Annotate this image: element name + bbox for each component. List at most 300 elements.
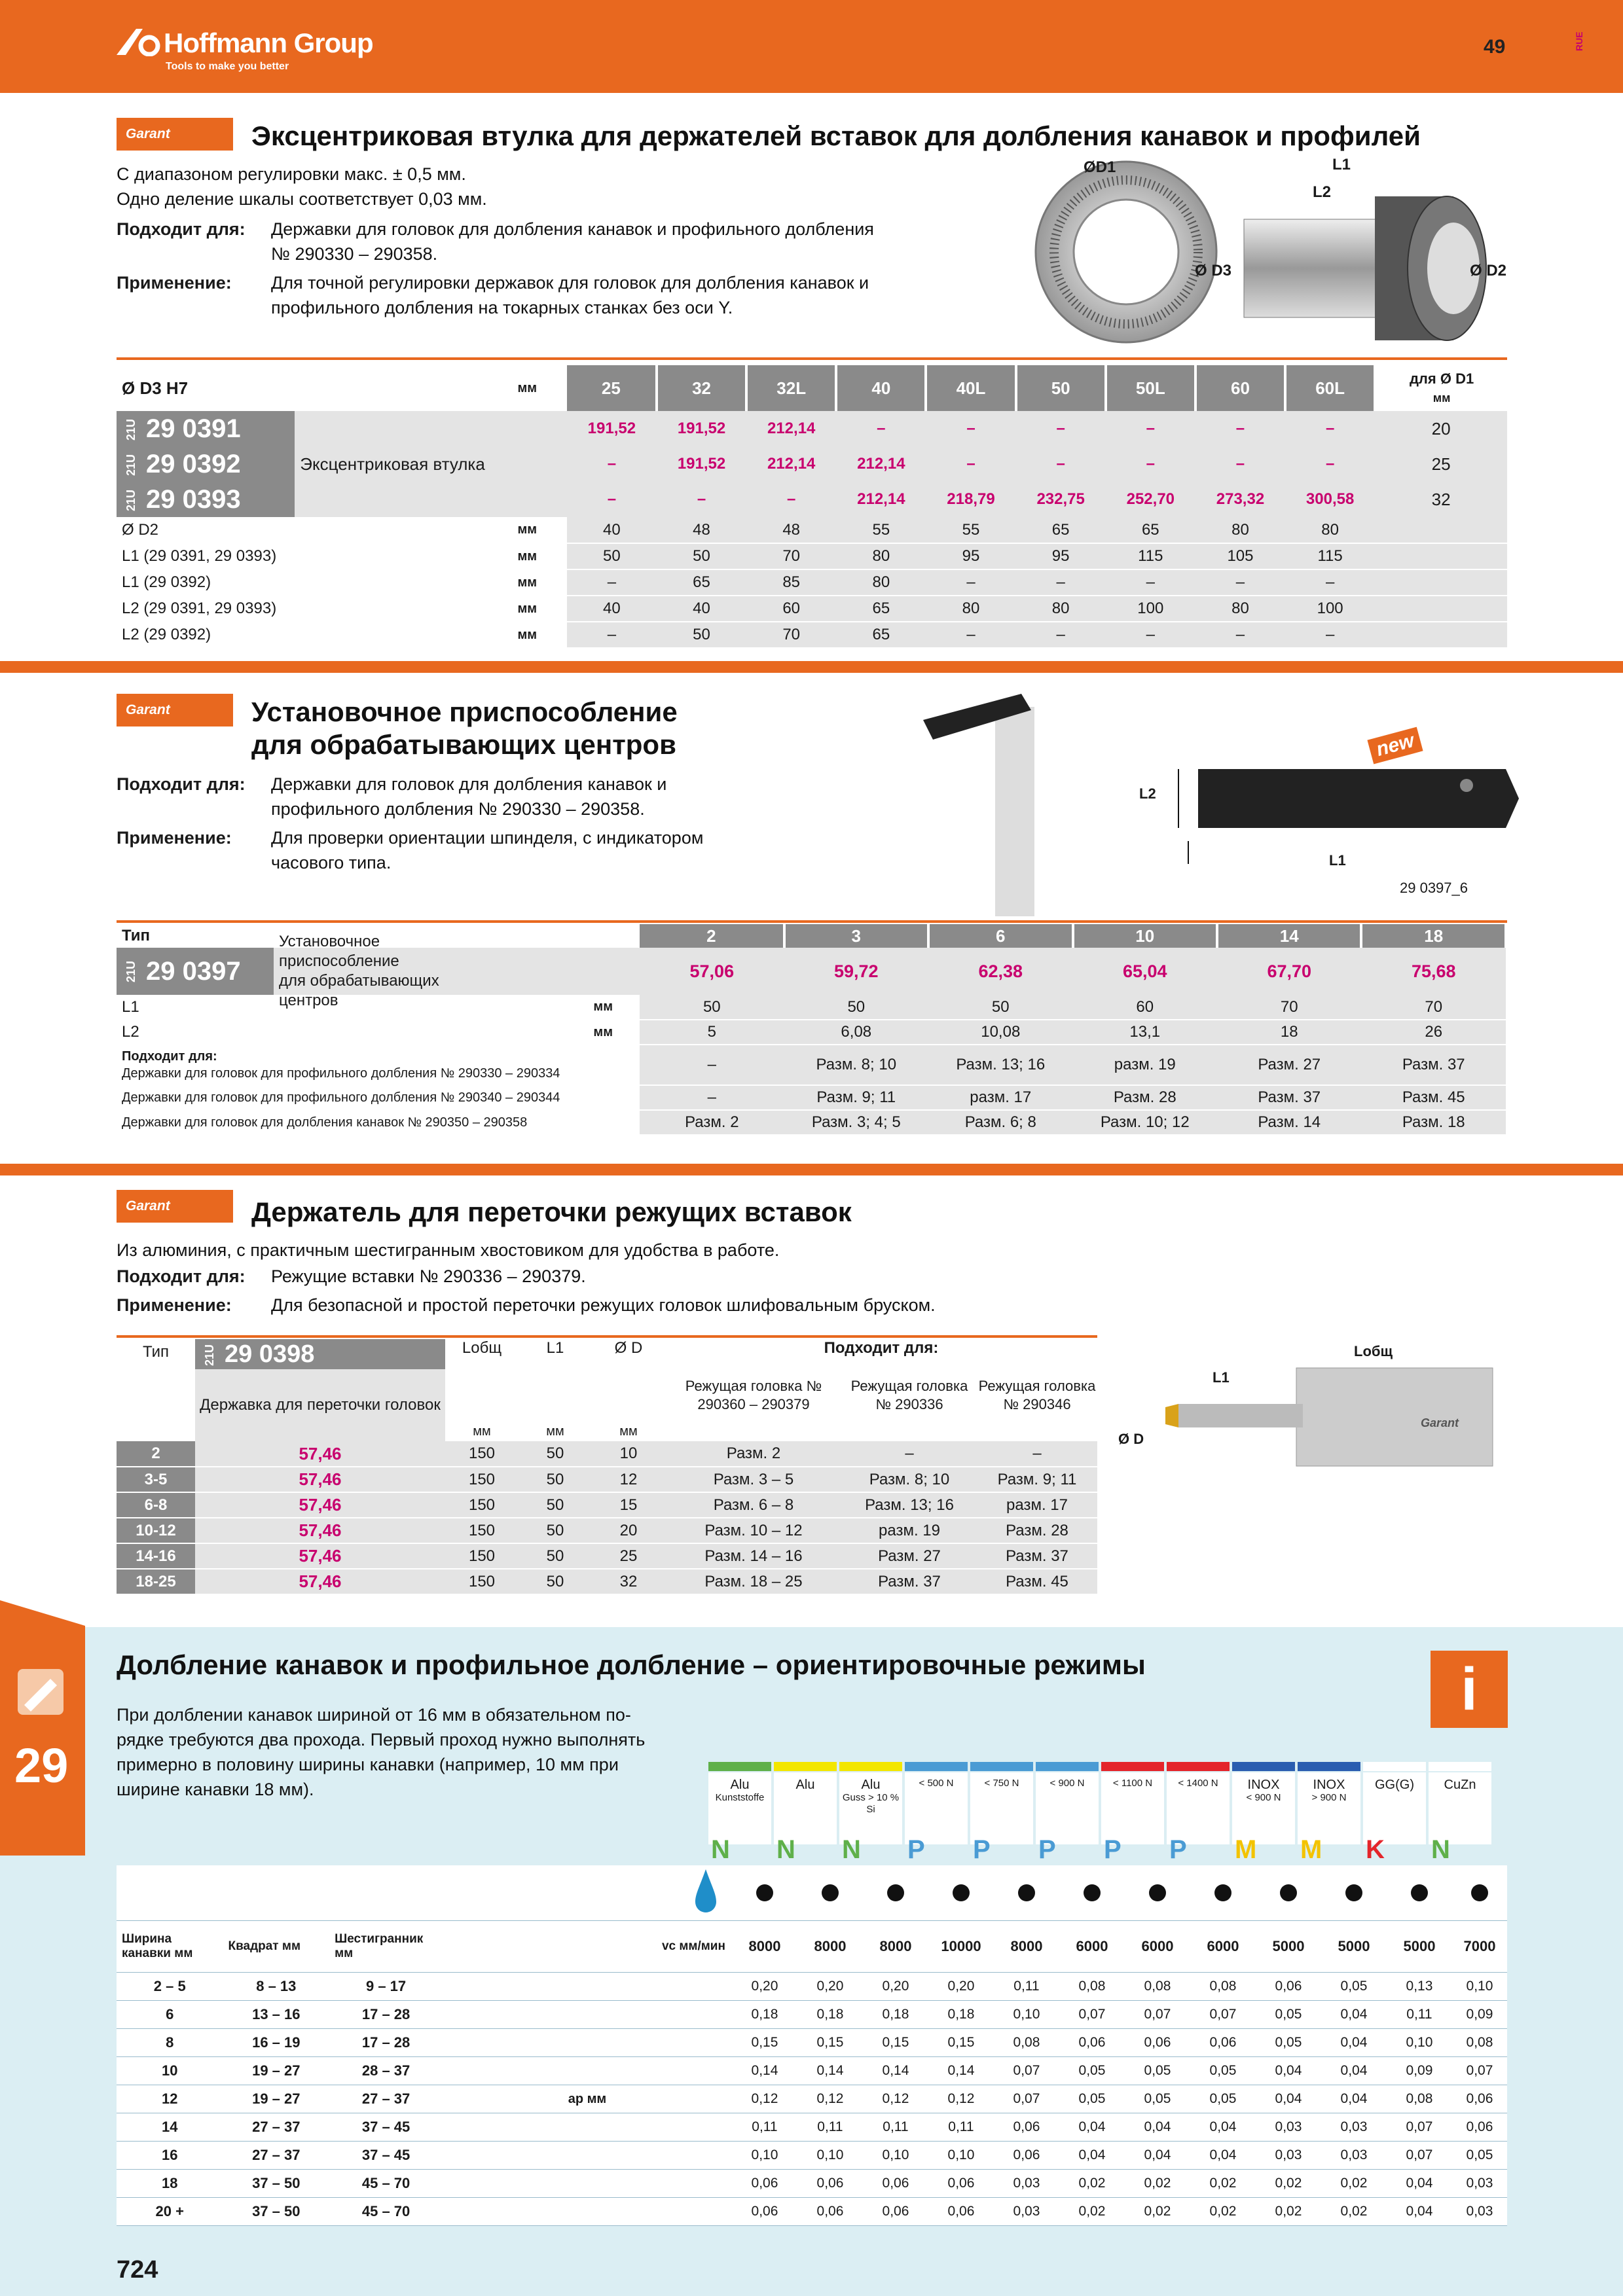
material-box	[1167, 1772, 1230, 1844]
dim-l2-label: L2	[1139, 785, 1156, 802]
price: –	[1195, 411, 1285, 446]
dim-label: Ø D2	[117, 517, 488, 543]
cell-d: 15	[592, 1492, 665, 1518]
cell-hx: 9 – 17	[329, 1973, 443, 2001]
dim-value: 80	[1285, 517, 1375, 543]
price: –	[746, 482, 836, 517]
vc-value: 10000	[941, 1938, 981, 1954]
material-sublabel: Guss > 10 % Si	[842, 1792, 900, 1815]
unit: мм	[488, 543, 567, 569]
brand-name: Hoffmann Group	[164, 27, 373, 58]
s2-product-name: Установочное приспособление для обрабатывающих центров	[274, 948, 441, 995]
vc-value: 8000	[748, 1938, 781, 1954]
col-c3: Режущая головка № 290346	[978, 1378, 1096, 1412]
cell-ap: 0,05	[1452, 2142, 1507, 2170]
cell-ap: 0,08	[1125, 1973, 1190, 2001]
s3-table	[117, 1339, 1097, 1595]
price: –	[567, 446, 657, 482]
cell-ap: 0,18	[928, 2001, 994, 2029]
dim-value: 80	[836, 543, 926, 569]
cell-lo: 150	[445, 1492, 519, 1518]
cell-ap: 0,03	[1452, 2170, 1507, 2198]
s2-fits: Державки для головок для долбления канавок и	[271, 774, 667, 794]
cell-lo: 150	[445, 1467, 519, 1492]
cell-ap: 0,05	[1190, 2057, 1256, 2085]
material-group-letter: N	[776, 1835, 795, 1864]
row-label: Державки для головок для профильного долбления № 290340 – 290344	[117, 1085, 640, 1110]
dim-value: 65	[836, 622, 926, 648]
cell-ap: 0,03	[1256, 2113, 1321, 2142]
cell-ap: 0,04	[1256, 2057, 1321, 2085]
s1-line2: Одно деление шкалы соответствует 0,03 мм.	[117, 189, 487, 209]
cell-ap: 0,02	[1321, 2170, 1387, 2198]
chapter-number: 29	[14, 1738, 69, 1793]
eccentric-bushing-image	[1231, 183, 1493, 353]
coolant-dot-icon	[1471, 1884, 1488, 1901]
price: –	[1106, 446, 1195, 482]
material-sublabel: < 1100 N	[1112, 1778, 1153, 1789]
resharpen-holder-image	[1113, 1335, 1519, 1492]
section4-title: Долбление канавок и профильное долбление – ориентировочные режимы	[117, 1649, 1146, 1680]
cell-ap: 0,08	[1387, 2085, 1452, 2113]
table-row	[117, 2142, 1507, 2170]
s1-hdr-for-d1: для Ø D1 мм	[1409, 370, 1474, 404]
s1-product-name: Эксцентриковая втулка	[295, 411, 567, 517]
price: 191,52	[657, 411, 746, 446]
cell-ap: 0,03	[1321, 2142, 1387, 2170]
cell-ap: 0,18	[732, 2001, 797, 2029]
material-box	[774, 1772, 837, 1844]
material-group-letter: M	[1235, 1835, 1257, 1864]
dim-value: 65	[1016, 517, 1106, 543]
cell-c3: Разм. 37	[977, 1543, 1097, 1569]
dim-value: –	[1195, 569, 1285, 596]
material-sublabel: < 750 N	[984, 1778, 1019, 1789]
cell: 70	[1361, 995, 1506, 1020]
s2-fits-label: Подходит для:	[117, 774, 246, 794]
price: –	[1285, 411, 1375, 446]
cell: Разм. 45	[1361, 1085, 1506, 1110]
price: 59,72	[784, 948, 928, 995]
cell-ap: 0,05	[1125, 2085, 1190, 2113]
cell-ap: 0,11	[928, 2113, 994, 2142]
info-icon: i	[1431, 1651, 1508, 1728]
cell-ap: 0,04	[1190, 2113, 1256, 2142]
cell-l1: 50	[519, 1569, 592, 1594]
s1-use2: профильного долбления на токарных станках без оси Y.	[271, 298, 733, 317]
coolant-dot-icon	[1214, 1884, 1231, 1901]
col-c1: Режущая головка № 290360 – 290379	[685, 1378, 822, 1412]
s1-use: Для точной регулировки державок для головок для долбления канавок и	[271, 273, 869, 293]
cell-d: 25	[592, 1543, 665, 1569]
dim-label: L2 (29 0392)	[117, 622, 488, 648]
cell: разм. 19	[1073, 1045, 1217, 1085]
cell-price: 57,46	[195, 1467, 445, 1492]
cell-type: 3-5	[117, 1467, 195, 1492]
vc-value: 6000	[1076, 1938, 1108, 1954]
material-group-letter: N	[1431, 1835, 1450, 1864]
dim-value: 40	[567, 517, 657, 543]
cell-hx: 45 – 70	[329, 2170, 443, 2198]
material-sublabel: < 1400 N	[1178, 1778, 1218, 1789]
dim-d2-label: Ø D2	[1470, 262, 1507, 279]
dim-value: –	[1285, 622, 1375, 648]
dim-value: 48	[746, 517, 836, 543]
table-row	[117, 2113, 1507, 2142]
price: –	[836, 411, 926, 446]
col-c2: Режущая головка № 290336	[850, 1378, 968, 1412]
price: 212,14	[836, 446, 926, 482]
cell-ap: 0,06	[928, 2170, 994, 2198]
col: 40L	[926, 365, 1015, 411]
table-row	[117, 1973, 1507, 2001]
cell: 5	[640, 1020, 784, 1045]
article-number: 21U 29 0393	[117, 482, 295, 517]
image-code: 29 0397_6	[1400, 880, 1468, 896]
cell-sq: 27 – 37	[223, 2142, 329, 2170]
footer-page-number: 724	[117, 2256, 158, 2284]
cell-ap: 0,11	[863, 2113, 928, 2142]
table-row	[117, 2001, 1507, 2029]
dim-value: 48	[657, 517, 746, 543]
dim-value: 85	[746, 569, 836, 596]
s4-p2: рядке требуются два прохода. Первый проход нужно выполнять	[117, 1730, 646, 1749]
unit: мм	[566, 995, 640, 1020]
row-label: L2	[117, 1020, 566, 1045]
dim-value: 80	[1016, 596, 1106, 622]
cell-sq: 19 – 27	[223, 2057, 329, 2085]
price: 212,14	[746, 411, 836, 446]
dim-label: L2 (29 0391, 29 0393)	[117, 596, 488, 622]
cell-d: 10	[592, 1441, 665, 1467]
cell-ap: 0,04	[1321, 2057, 1387, 2085]
cell-ap: 0,03	[994, 2198, 1059, 2226]
cell-ap: 0,07	[1190, 2001, 1256, 2029]
cell-c3: Разм. 28	[977, 1518, 1097, 1543]
vc-value: 5000	[1338, 1938, 1370, 1954]
cell-hx: 37 – 45	[329, 2142, 443, 2170]
cell: 60	[1073, 995, 1217, 1020]
col: 2	[640, 924, 784, 948]
new-badge: new	[1367, 727, 1423, 764]
chapter-tab	[0, 1600, 85, 1856]
dim-d-label: Ø D	[1118, 1431, 1144, 1447]
col: 18	[1361, 924, 1506, 948]
s1-hdr-d3: Ø D3 H7	[122, 378, 189, 398]
cell-price: 57,46	[195, 1543, 445, 1569]
price: 191,52	[657, 446, 746, 482]
cell-ap: 0,20	[928, 1973, 994, 2001]
cell-ap: 0,03	[1256, 2142, 1321, 2170]
cell: Разм. 37	[1361, 1045, 1506, 1085]
col-lobsh: Lобщ	[462, 1339, 502, 1357]
col: 32L	[746, 365, 836, 411]
dim-value: 50	[657, 622, 746, 648]
cell-ap: 0,06	[1452, 2085, 1507, 2113]
cell-c3: Разм. 9; 11	[977, 1467, 1097, 1492]
cell-sq: 8 – 13	[223, 1973, 329, 2001]
cell-c1: Разм. 10 – 12	[665, 1518, 842, 1543]
cell-ap: 0,02	[1125, 2170, 1190, 2198]
dim-value: 50	[657, 543, 746, 569]
cell-ap: 0,15	[928, 2029, 994, 2057]
cell-ap: 0,09	[1452, 2001, 1507, 2029]
material-label: INOX	[1313, 1778, 1345, 1792]
cell-ap: 0,04	[1059, 2113, 1125, 2142]
price: 273,32	[1195, 482, 1285, 517]
cell-ap: 0,10	[928, 2142, 994, 2170]
cell-type: 18-25	[117, 1569, 195, 1594]
section1-title: Эксцентриковая втулка для держателей вставок для долбления канавок и профилей	[251, 120, 1421, 151]
col: 6	[928, 924, 1072, 948]
price: 57,06	[640, 948, 784, 995]
unit: мм	[566, 1020, 640, 1045]
section2-title-2: для обрабатывающих центров	[251, 729, 676, 760]
cell-c1: Разм. 3 – 5	[665, 1467, 842, 1492]
cell-ap: 0,09	[1387, 2057, 1452, 2085]
eccentric-scale-ring-image	[1031, 157, 1221, 347]
cell-ap: 0,08	[1059, 1973, 1125, 2001]
cell-ap: 0,14	[732, 2057, 797, 2085]
cell-ap: 0,04	[1256, 2085, 1321, 2113]
s3-type-label: Тип	[142, 1343, 169, 1361]
page-header	[0, 0, 1623, 93]
price: –	[657, 482, 746, 517]
cell-c2: Разм. 8; 10	[842, 1467, 977, 1492]
col: 50L	[1106, 365, 1195, 411]
cell-ap: 0,02	[1190, 2170, 1256, 2198]
cell-ap: 0,11	[994, 1973, 1059, 2001]
s1-fits: Державки для головок для долбления канавок и профильного долбления	[271, 219, 874, 239]
cell-ap: 0,15	[732, 2029, 797, 2057]
cell-ap: 0,04	[1387, 2170, 1452, 2198]
table-row	[117, 2170, 1507, 2198]
cell-ap: 0,06	[1256, 1973, 1321, 2001]
cell-price: 57,46	[195, 1569, 445, 1594]
cell-price: 57,46	[195, 1492, 445, 1518]
dim-value: –	[1195, 622, 1285, 648]
price: 300,58	[1285, 482, 1375, 517]
s3-use-label: Применение:	[117, 1295, 232, 1315]
dim-value: 115	[1285, 543, 1375, 569]
grooving-tool-icon	[14, 1666, 67, 1718]
cell-ap: 0,11	[1387, 2001, 1452, 2029]
cell-ap: 0,06	[863, 2198, 928, 2226]
cell-ap: 0,02	[1059, 2170, 1125, 2198]
cell-ap: 0,06	[863, 2170, 928, 2198]
section-separator	[0, 661, 1623, 673]
row-label: L1	[117, 995, 566, 1020]
garant-badge: Garant	[117, 694, 233, 726]
material-color-bar	[1036, 1762, 1099, 1771]
dim-lobsh-label: Lобщ	[1354, 1343, 1393, 1359]
coolant-dot-icon	[1345, 1884, 1362, 1901]
section-separator	[0, 1164, 1623, 1175]
cell-d: 32	[592, 1569, 665, 1594]
vc-value: 8000	[1010, 1938, 1043, 1954]
cell-ap: 0,04	[1059, 2142, 1125, 2170]
s3-use: Для безопасной и простой переточки режущих головок шлифовальным бруском.	[271, 1295, 936, 1315]
col: 14	[1217, 924, 1361, 948]
cell-price: 57,46	[195, 1518, 445, 1543]
cell-ap: 0,12	[928, 2085, 994, 2113]
dim-value: 50	[567, 543, 657, 569]
cell-ap: 0,02	[1321, 2198, 1387, 2226]
cell-type: 10-12	[117, 1518, 195, 1543]
cell-lo: 150	[445, 1518, 519, 1543]
cell-ap: 0,03	[994, 2170, 1059, 2198]
material-group-letter: P	[1104, 1835, 1122, 1864]
price: –	[1016, 446, 1106, 482]
col: 50	[1016, 365, 1106, 411]
cell-hx: 17 – 28	[329, 2001, 443, 2029]
cell-ap: 0,02	[1059, 2198, 1125, 2226]
dim-value: 80	[1195, 596, 1285, 622]
s4-p3: примерно в половину ширины канавки (например, 10 мм при	[117, 1755, 619, 1774]
s2-use-label: Применение:	[117, 828, 232, 848]
s2-use: Для проверки ориентации шпинделя, с индикатором	[271, 828, 704, 848]
coolant-dot-icon	[953, 1884, 970, 1901]
cell-c3: разм. 17	[977, 1492, 1097, 1518]
cell-ap: 0,10	[1387, 2029, 1452, 2057]
dim-value: 40	[657, 596, 746, 622]
section3-title: Держатель для переточки режущих вставок	[251, 1196, 852, 1227]
cell-lo: 150	[445, 1441, 519, 1467]
dim-value: –	[1016, 622, 1106, 648]
dim-value: 40	[567, 596, 657, 622]
cell-l1: 50	[519, 1467, 592, 1492]
coolant-dot-icon	[756, 1884, 773, 1901]
cell-ap: 0,18	[797, 2001, 863, 2029]
price: 191,52	[567, 411, 657, 446]
vc-value: 6000	[1141, 1938, 1174, 1954]
price: 212,14	[836, 482, 926, 517]
dim-value: 65	[657, 569, 746, 596]
article-number: 21U 29 0398	[195, 1339, 445, 1369]
article-number: 21U 29 0391	[117, 411, 295, 446]
cell: Разм. 14	[1217, 1110, 1361, 1135]
cell-c2: Разм. 27	[842, 1543, 977, 1569]
cell-ap: 0,08	[994, 2029, 1059, 2057]
cell-type: 6-8	[117, 1492, 195, 1518]
cell-w: 12	[117, 2085, 223, 2113]
cell-ap: 0,12	[732, 2085, 797, 2113]
cell: 13,1	[1073, 1020, 1217, 1045]
material-sublabel: < 900 N	[1049, 1778, 1085, 1789]
dim-value: 95	[1016, 543, 1106, 569]
unit: мм	[488, 517, 567, 543]
cell: 50	[640, 995, 784, 1020]
material-label: Alu	[795, 1778, 815, 1792]
cell: 26	[1361, 1020, 1506, 1045]
cell-ap: 0,10	[994, 2001, 1059, 2029]
table-row	[117, 1441, 1097, 1467]
material-color-bar	[905, 1762, 968, 1771]
cell: 50	[928, 995, 1072, 1020]
material-color-bar	[1363, 1762, 1426, 1771]
cell-ap: 0,11	[732, 2113, 797, 2142]
price: 75,68	[1361, 948, 1506, 995]
cell-sq: 37 – 50	[223, 2198, 329, 2226]
material-color-bar	[1298, 1762, 1360, 1771]
vc-value: 8000	[879, 1938, 912, 1954]
coolant-dot-icon	[1084, 1884, 1101, 1901]
cell-ap: 0,04	[1321, 2029, 1387, 2057]
cell-ap: 0,07	[1125, 2001, 1190, 2029]
cell-ap: 0,06	[994, 2113, 1059, 2142]
cell-ap: 0,10	[797, 2142, 863, 2170]
cell-w: 16	[117, 2142, 223, 2170]
col-d: Ø D	[614, 1339, 643, 1357]
table-row	[117, 1518, 1097, 1543]
cell-c1: Разм. 6 – 8	[665, 1492, 842, 1518]
coolant-dot-icon	[1149, 1884, 1166, 1901]
unit: мм	[488, 622, 567, 648]
material-sublabel: Kunststoffe	[715, 1792, 765, 1803]
material-label: CuZn	[1444, 1778, 1476, 1792]
cell: Разм. 6; 8	[928, 1110, 1072, 1135]
s1-table-rule	[117, 357, 1507, 360]
cell-ap: 0,05	[1256, 2029, 1321, 2057]
price: 232,75	[1016, 482, 1106, 517]
cell-type: 2	[117, 1441, 195, 1467]
s1-hdr-mm: мм	[517, 380, 538, 395]
cell-ap: 0,05	[1059, 2085, 1125, 2113]
cell: 6,08	[784, 1020, 928, 1045]
cell-d: 12	[592, 1467, 665, 1492]
cell-sq: 13 – 16	[223, 2001, 329, 2029]
cell-ap: 0,02	[1256, 2170, 1321, 2198]
s1-table	[117, 365, 1507, 649]
cell-c1: Разм. 2	[665, 1441, 842, 1467]
dim-value: 115	[1106, 543, 1195, 569]
cell-l1: 50	[519, 1518, 592, 1543]
cell: разм. 17	[928, 1085, 1072, 1110]
section2-title-1: Установочное приспособление	[251, 696, 678, 727]
material-label: Alu	[861, 1778, 881, 1792]
cell: Разм. 2	[640, 1110, 784, 1135]
cell-ap: 0,05	[1321, 1973, 1387, 2001]
cell-c2: –	[842, 1441, 977, 1467]
s3-fits: Режущие вставки № 290336 – 290379.	[271, 1266, 586, 1286]
s2-type-label: Тип	[122, 927, 150, 944]
cell: 50	[784, 995, 928, 1020]
cell-ap: 0,04	[1125, 2113, 1190, 2142]
cell-ap: 0,04	[1321, 2085, 1387, 2113]
cell-sq: 37 – 50	[223, 2170, 329, 2198]
material-box	[1101, 1772, 1164, 1844]
cell: –	[640, 1045, 784, 1085]
cell-ap: 0,18	[863, 2001, 928, 2029]
cell-hx: 45 – 70	[329, 2198, 443, 2226]
dim-value: 70	[746, 622, 836, 648]
vc-value: 5000	[1403, 1938, 1436, 1954]
article-number: 21U 29 0392	[117, 446, 295, 482]
cell-ap: 0,07	[1452, 2057, 1507, 2085]
cell-ap: 0,15	[797, 2029, 863, 2057]
col: 40	[836, 365, 926, 411]
material-group-letter: P	[973, 1835, 991, 1864]
dim-d3-label: Ø D3	[1195, 262, 1232, 279]
cell-ap: 0,11	[797, 2113, 863, 2142]
table-row	[117, 2029, 1507, 2057]
col: 25	[567, 365, 657, 411]
cell-ap: 0,04	[1125, 2142, 1190, 2170]
cell-ap: 0,07	[994, 2085, 1059, 2113]
cell-price: 57,46	[195, 1441, 445, 1467]
price: 218,79	[926, 482, 1015, 517]
table-row	[117, 2085, 1507, 2113]
